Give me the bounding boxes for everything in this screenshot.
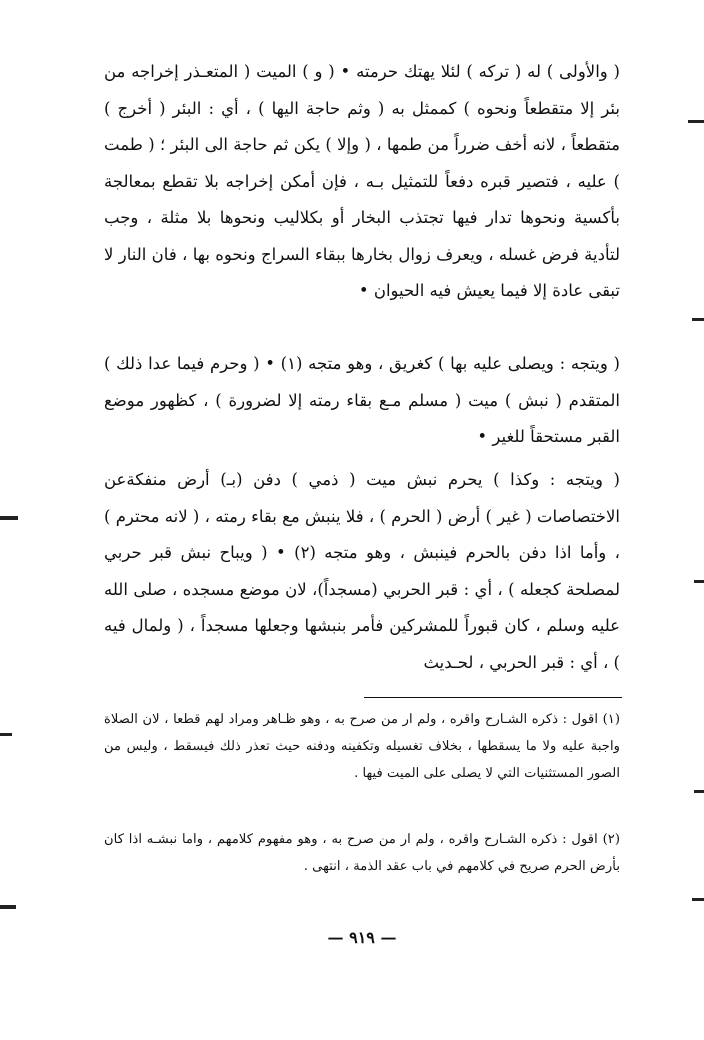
footnote-divider (364, 697, 622, 698)
main-text-section-1 (104, 54, 620, 310)
margin-mark (694, 790, 704, 793)
paragraph-3: ( ويتجه : وكذا ) يحرم نبش ميت ( ذمي ) دفن (بـ) أرض منفكةعن الاختصاصات ( غير ) أرض ( الحرم ) ، فلا ينبش مع بقاء رمته ، ( لانه محترم ) ، وأما اذا دفن بالحرم فينبش ، وهو متجه (٢) • ( ويباح نبش قبر حربي لمصلحة كجعله ) ، أي : قبر الحربي (مسجداً)، لان موضع مسجده ، صلى الله عليه وسلم ، كان قبوراً للمشركين فأمر بنبشها وجعلها مسجداً ، ( ولمال فيه ) ، أي : قبر الحربي ، لحـديث (104, 470, 620, 672)
margin-mark (688, 120, 704, 123)
footnote-2 (104, 826, 620, 880)
margin-mark (0, 733, 12, 736)
margin-mark (692, 898, 704, 901)
footnote-1 (104, 706, 620, 787)
main-text-section-3 (104, 462, 620, 681)
footnote-1-text: (١) اقول : ذكره الشـارح واقره ، ولم ار من صرح به ، وهو ظـاهر ومراد لهم قطعا ، لان الصلاة واجبة عليه ولا ما يسقطها ، بخلاف تغسيله وتكفينه ودفنه حيث تعذر ذلك فيسقط ، وليس من الصور المستثنيات التي لا يصلى على الميت فيها . (104, 712, 620, 781)
main-text-section-2 (104, 346, 620, 456)
margin-mark (692, 318, 704, 321)
paragraph-2: ( ويتجه : ويصلى عليه بها ) كغريق ، وهو متجه (١) • ( وحرم فيما عدا ذلك ) المتقدم ( نبش ) ميت ( مسلم مـع بقاء رمته إلا لضرورة ) ، كظهور موضع القبر مستحقاً للغير • (104, 354, 620, 446)
margin-mark (694, 580, 704, 583)
margin-mark (0, 905, 16, 909)
margin-mark (0, 516, 18, 520)
paragraph-1: ( والأولى ) له ( تركه ) لئلا يهتك حرمته • ( و ) الميت ( المتعـذر إخراجه من بئر إلا متقطعاً ونحوه ) كممثل به ( وثم حاجة اليها ) ، أي : البئر ( أخرج ) متقطعاً ، لانه أخف ضرراً من طمها ، ( وإلا ) يكن ثم حاجة الى البئر ؛ ( طمت ) عليه ، فتصير قبره دفعاً للتمثيل بـه ، فإن أمكن إخراجه بلا تقطع بمعالجة بأكسية ونحوها تدار فيها تجتذب البخار أو بكلاليب ونحوها بلا مثلة ، وجب لتأدية فرض غسله ، ويعرف زوال بخارها ببقاء السراج ونحوه بها ، فان النار لا تبقى عادة إلا فيما يعيش فيه الحيوان • (104, 62, 620, 300)
page-number: — ٩١٩ — (327, 928, 397, 947)
footnote-2-text: (٢) اقول : ذكره الشـارح واقره ، ولم ار من صرح به ، وهو مفهوم كلامهم ، واما نبشـه اذا كان بأرض الحرم صريح في كلامهم في باب عقد الذمة ، انتهى . (104, 832, 620, 874)
